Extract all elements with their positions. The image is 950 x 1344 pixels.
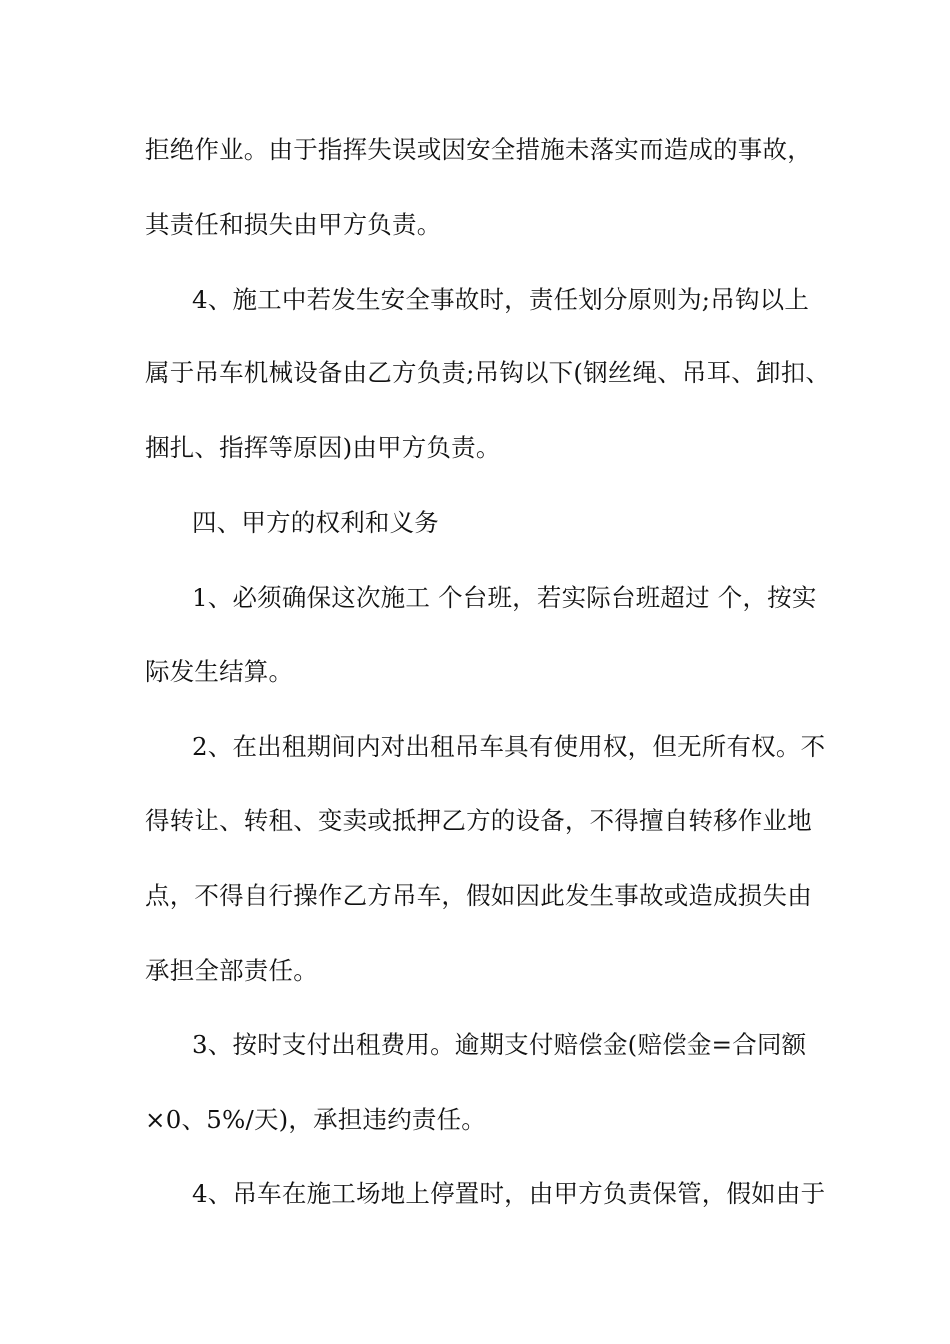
text-line: 承担全部责任。 — [145, 956, 318, 985]
text-line: 点，不得自行操作乙方吊车，假如因此发生事故或造成损失由 — [145, 881, 812, 910]
section-heading: 四、甲方的权利和义务 — [192, 508, 439, 537]
text-line: 3、按时支付出租费用。逾期支付赔偿金(赔偿金=合同额 — [192, 1030, 807, 1059]
text-line: ×0、5%/天)，承担违约责任。 — [145, 1105, 486, 1134]
text-line: 其责任和损失由甲方负责。 — [145, 210, 442, 239]
text-line: 4、施工中若发生安全事故时，责任划分原则为;吊钩以上 — [192, 285, 810, 314]
text-line: 得转让、转租、变卖或抵押乙方的设备，不得擅自转移作业地 — [145, 806, 812, 835]
text-line: 际发生结算。 — [145, 657, 294, 686]
text-line: 拒绝作业。由于指挥失误或因安全措施未落实而造成的事故， — [145, 135, 812, 164]
text-line: 捆扎、指挥等原因)由甲方负责。 — [145, 433, 501, 462]
text-line: 1、必须确保这次施工 个台班，若实际台班超过 个，按实 — [192, 583, 817, 612]
text-line: 4、吊车在施工场地上停置时，由甲方负责保管，假如由于 — [192, 1179, 826, 1208]
text-line: 2、在出租期间内对出租吊车具有使用权，但无所有权。不 — [192, 732, 826, 761]
text-line: 属于吊车机械设备由乙方负责;吊钩以下(钢丝绳、吊耳、卸扣、 — [145, 358, 831, 387]
